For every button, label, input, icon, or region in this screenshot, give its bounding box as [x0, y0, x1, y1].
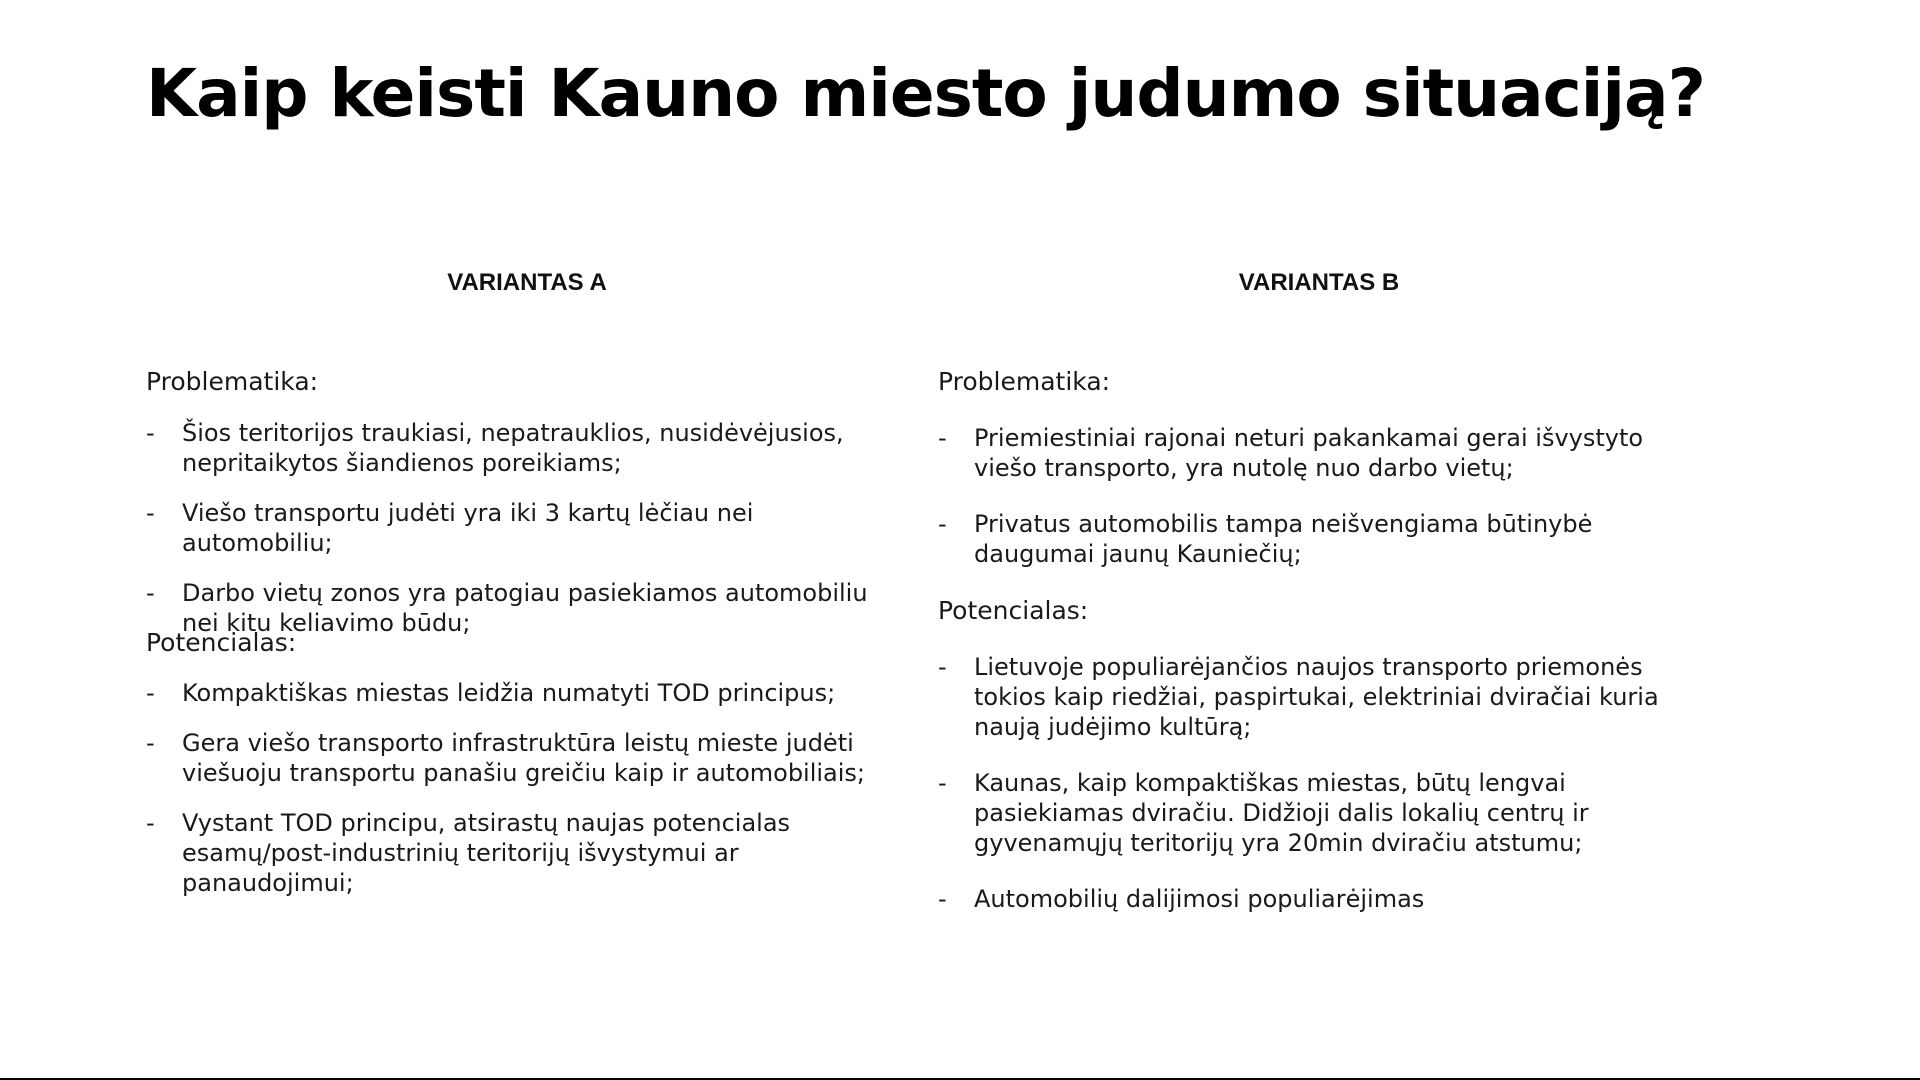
list-item	[146, 498, 906, 558]
bullet-dash: -	[938, 653, 947, 681]
list-item	[938, 652, 1708, 742]
slide-title: Kaip keisti Kauno miesto judumo situaciją?	[146, 55, 1705, 132]
list-item	[146, 728, 916, 788]
variant-a-problems-list	[146, 418, 906, 638]
list-item-text: Priemiestiniai rajonai neturi pakankamai gerai išvystyto viešo transporto, yra nutolę nuo darbo vietų;	[974, 424, 1644, 482]
bullet-dash: -	[146, 579, 155, 607]
list-item-text: Automobilių dalijimosi populiarėjimas	[974, 885, 1425, 913]
bullet-dash: -	[146, 679, 155, 707]
list-item-text: Kaunas, kaip kompaktiškas miestas, būtų lengvai pasiekiamas dviračiu. Didžioji dalis lokalių centrų ir gyvenamųjų teritorijų yra 20min dviračiu atstumu;	[974, 769, 1589, 857]
bullet-dash: -	[146, 499, 155, 527]
variant-b-potential-list	[938, 652, 1708, 914]
variant-b-problems-label: Problematika:	[938, 367, 1111, 396]
bullet-dash: -	[146, 419, 155, 447]
list-item-text: Kompaktiškas miestas leidžia numatyti TOD principus;	[182, 679, 836, 707]
list-item-text: Viešo transportu judėti yra iki 3 kartų lėčiau nei automobiliu;	[182, 499, 754, 557]
list-item	[938, 768, 1708, 858]
list-item	[146, 808, 916, 898]
bullet-dash: -	[146, 809, 155, 837]
list-item	[938, 423, 1708, 483]
bullet-dash: -	[938, 885, 947, 913]
list-item-text: Gera viešo transporto infrastruktūra leistų mieste judėti viešuoju transportu panašiu greičiu kaip ir automobiliais;	[182, 729, 866, 787]
variant-a-heading: VARIANTAS A	[447, 269, 607, 296]
variant-b-problems-list	[938, 423, 1708, 569]
list-item	[938, 884, 1708, 914]
list-item	[146, 678, 916, 708]
list-item-text: Darbo vietų zonos yra patogiau pasiekiamos automobiliu nei kitu keliavimo būdu;	[182, 579, 868, 637]
bullet-dash: -	[938, 510, 947, 538]
variant-a-problems-label: Problematika:	[146, 367, 319, 396]
bullet-dash: -	[938, 424, 947, 452]
list-item-text: Lietuvoje populiarėjančios naujos transporto priemonės tokios kaip riedžiai, paspirtukai, elektriniai dviračiai kuria naują judėjimo kultūrą;	[974, 653, 1659, 741]
variant-a-potential-label: Potencialas:	[146, 628, 297, 657]
variant-b-potential-label: Potencialas:	[938, 596, 1089, 625]
variant-a-potential-list	[146, 678, 916, 898]
variant-b-heading: VARIANTAS B	[1238, 269, 1400, 296]
list-item-text: Šios teritorijos traukiasi, nepatrauklios, nusidėvėjusios, nepritaikytos šiandienos poreikiams;	[182, 419, 844, 477]
bullet-dash: -	[938, 769, 947, 797]
list-item-text: Vystant TOD principu, atsirastų naujas potencialas esamų/post-industrinių teritorijų išvystymui ar panaudojimui;	[182, 809, 791, 897]
list-item	[938, 509, 1708, 569]
bullet-dash: -	[146, 729, 155, 757]
list-item	[146, 418, 906, 478]
list-item-text: Privatus automobilis tampa neišvengiama būtinybė daugumai jaunų Kauniečių;	[974, 510, 1593, 568]
